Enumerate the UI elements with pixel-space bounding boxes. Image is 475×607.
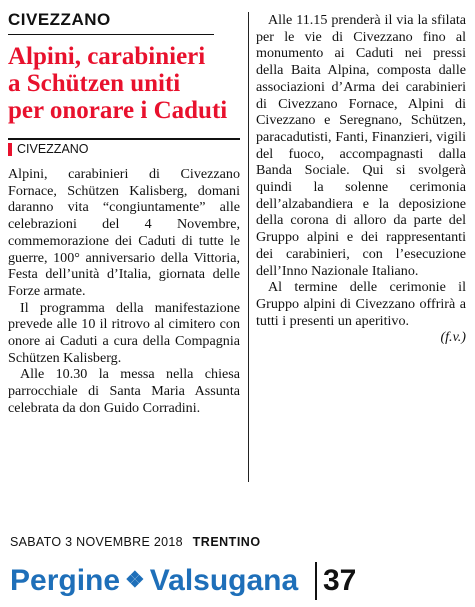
- article-left-column: [8, 10, 240, 417]
- paragraph: Alpini, carabinieri di Civezzano Fornace, Schützen Kalisberg, domani daranno vita “congiuntamente” alle celebrazioni del 4 Novembre, commemorazione dei Caduti di tutte le guerre, 100° anniversario della Vittoria, Festa dell’unità d’Italia, giornata delle Forze armate.: [8, 166, 240, 299]
- ornament-icon: ❖: [125, 567, 145, 592]
- dateline-marker-icon: [8, 143, 12, 156]
- issue-date-line: [10, 535, 261, 549]
- brand-left: Pergine: [10, 564, 121, 597]
- article-body-right: [256, 12, 466, 346]
- brand-right: Valsugana: [149, 564, 299, 597]
- dateline-text: CIVEZZANO: [17, 142, 89, 156]
- paragraph: Alle 10.30 la messa nella chiesa parrocchiale di Santa Maria Assunta celebrata da don Guido Corradini.: [8, 366, 240, 416]
- headline-rule: [8, 138, 240, 140]
- newspaper-name: TRENTINO: [192, 535, 261, 549]
- section-brand: [10, 564, 298, 598]
- paragraph: Alle 11.15 prenderà il via la sfilata per le vie di Civezzano fino al monumento ai Caduti nei pressi della Baita Alpina, composta dalle associazioni d’Arma dei carabinieri di Civezzano Fornace, Alpini di Civezzano e Seregnano, Schützen, paracadutisti, Fanti, Finanzieri, vigili del fuoco, accompagnasti dalla Banda Sociale. Qui si svolgerà quindi la solenne cerimonia dell’alzabandiera e la deposizione della corona di alloro da parte del Gruppo alpini e dei rappresentanti dei carabinieri, con l’esecuzione dell’Inno Nazionale Italiano.: [256, 12, 466, 279]
- column-divider: [248, 12, 249, 482]
- section-label: CIVEZZANO: [8, 10, 214, 35]
- page-number: 37: [323, 564, 357, 597]
- dateline: [8, 142, 240, 156]
- headline-line: a Schützen uniti: [8, 70, 181, 97]
- issue-date: SABATO 3 NOVEMBRE 2018: [10, 535, 183, 549]
- author-signature: (f.v.): [440, 329, 466, 346]
- footer-divider: [315, 562, 317, 600]
- article-body-left: [8, 166, 240, 417]
- paragraph: Al termine delle cerimonie il Gruppo alpini di Civezzano offrirà a tutti i presenti un aperitivo.: [256, 279, 466, 329]
- page-footer: [0, 558, 475, 607]
- headline-line: Alpini, carabinieri: [8, 43, 206, 70]
- article-right-column: [256, 12, 466, 346]
- paragraph: Il programma della manifestazione prevede alle 10 il ritrovo al cimitero con onore ai Caduti a cura della Compagnia Schützen Kalisberg.: [8, 299, 240, 366]
- headline-line: per onorare i Caduti: [8, 97, 228, 124]
- headline: [8, 43, 240, 124]
